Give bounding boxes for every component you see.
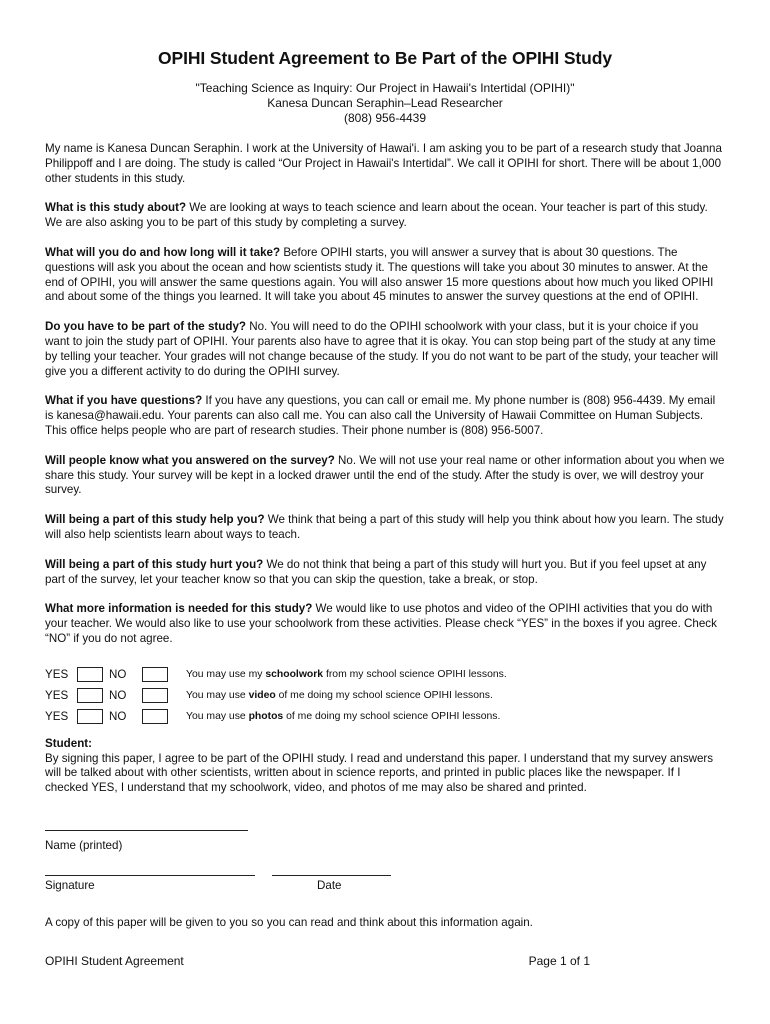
no-label: NO: [109, 709, 127, 723]
signature-line[interactable]: [45, 874, 255, 876]
section-heading: Will people know what you answered on the survey?: [45, 453, 335, 467]
student-text: By signing this paper, I agree to be part of the OPIHI study. I read and understand this paper. I understand that my survey answers will be talked about with other scientists, written about in science reports, and printed in public places like the newspaper. If I checked YES, I understand that my schoolwork, video, and photos of me may also be shared and printed.: [45, 751, 714, 795]
yes-checkbox[interactable]: [77, 667, 103, 682]
section-heading: Do you have to be part of the study?: [45, 320, 246, 334]
section-text: We are looking at ways to teach science and learn about the ocean. Your teacher is part of this study. We are also asking you to be part of this study by completing a survey.: [45, 201, 708, 230]
yes-label: YES: [45, 688, 69, 702]
section-text: We think that being a part of this study will help you think about how you learn. The study will also help scientists learn about ways to teach.: [45, 513, 724, 541]
section-heading: What will you do and how long will it take?: [45, 245, 281, 259]
signature-field: [45, 874, 725, 908]
section-text: We would like to use photos and video of the OPIHI activities that you do with your teacher. We would also like to use your schoolwork from these activities. Please check “YES” in the boxes if you agree. Check “NO” if you do not agree.: [45, 602, 717, 645]
section-heading: What is this study about?: [45, 201, 187, 215]
section-paragraph: [45, 394, 725, 438]
section-heading: Will being a part of this study hurt you?: [45, 557, 264, 571]
document-page: [45, 48, 725, 931]
consent-checkboxes: [45, 664, 725, 727]
section-text: Before OPIHI starts, you will answer a survey that is about 30 questions. The questions will ask you about the ocean and how scientists study it. The questions will take you about 30 minutes to answer. At the end of OPIHI, you will answer the same questions again. You will also answer 15 more questions about how much you liked OPIHI and about some of the things you learned. It will take you about 45 minutes to answer the survey questions at the end of OPIHI.: [45, 245, 714, 304]
yes-checkbox[interactable]: [77, 709, 103, 724]
section-paragraph: [45, 320, 725, 379]
consent-description: [186, 690, 493, 701]
consent-text: You may use: [186, 710, 249, 722]
section-text: No. We will not use your real name or other information about you when we share this study. Your survey will be kept in a locked drawer until the end of the study. After the study is over, we will destroy your survey.: [45, 453, 725, 497]
student-heading: Student:: [45, 736, 93, 750]
student-section: [45, 737, 725, 752]
consent-item: schoolwork: [265, 668, 324, 680]
section-paragraph: [45, 201, 725, 231]
consent-item: photos: [248, 710, 284, 722]
consent-item: video: [248, 689, 276, 701]
yes-checkbox[interactable]: [77, 688, 103, 703]
yes-label: YES: [45, 709, 69, 723]
consent-row: [45, 664, 725, 685]
section-paragraph: [45, 558, 725, 588]
section-text: No. You will need to do the OPIHI schoolwork with your class, but it is your choice if you want to join the study part of OPIHI. Your parents also have to agree that it is okay. You can stop being part of the study at any time by telling your teacher. Your grades will not change because of the study. If you do not want to be part of the study, your teacher will give you a different activity to do during the OPIHI survey.: [45, 320, 719, 378]
no-label: NO: [109, 667, 127, 681]
no-checkbox[interactable]: [142, 688, 168, 703]
consent-text: of me doing my school science OPIHI lessons.: [283, 710, 501, 722]
page-number: Page 1 of 1: [528, 954, 590, 968]
phone-line: (808) 956-4439: [343, 111, 427, 125]
date-label: Date: [317, 878, 342, 892]
no-checkbox[interactable]: [142, 667, 168, 682]
consent-text: of me doing my school science OPIHI lessons.: [275, 689, 493, 701]
sections: [45, 201, 725, 646]
section-heading: What if you have questions?: [45, 394, 203, 408]
project-line: "Teaching Science as Inquiry: Our Project in Hawaii's Intertidal (OPIHI)": [195, 81, 575, 95]
page-footer: [45, 954, 590, 968]
section-heading: What more information is needed for this study?: [45, 602, 313, 616]
name-line[interactable]: [45, 829, 248, 831]
section-text: We do not think that being a part of this study will hurt you. But if you feel upset at any part of the survey, let your teacher know so that you can skip the question, take a break, or stop.: [45, 557, 707, 586]
copy-note: A copy of this paper will be given to you so you can read and think about this information again.: [45, 915, 533, 929]
signature-label: Signature: [45, 878, 95, 892]
consent-text: You may use: [186, 689, 249, 701]
section-heading: Will being a part of this study help you?: [45, 513, 265, 527]
section-text: If you have any questions, you can call or email me. My phone number is (808) 956-4439. My email is kanesa@hawaii.edu. Your parents can also call me. You can also call the University of Hawaii Committee on Human Subjects. This office helps people who are part of research studies. Their phone number is (808) 956-5007.: [45, 394, 716, 437]
section-paragraph: [45, 454, 725, 498]
consent-row: [45, 685, 725, 706]
consent-row: [45, 706, 725, 727]
consent-text: You may use my: [186, 668, 266, 680]
no-checkbox[interactable]: [142, 709, 168, 724]
footer-title: OPIHI Student Agreement: [45, 954, 184, 968]
consent-description: [186, 711, 500, 722]
yes-label: YES: [45, 667, 69, 681]
consent-description: [186, 669, 507, 680]
no-label: NO: [109, 688, 127, 702]
name-label: Name (printed): [45, 838, 123, 852]
section-paragraph: [45, 246, 725, 305]
date-line[interactable]: [272, 874, 391, 876]
section-paragraph: [45, 602, 725, 646]
researcher-line: Kanesa Duncan Seraphin–Lead Researcher: [267, 96, 503, 110]
intro-paragraph: My name is Kanesa Duncan Seraphin. I work at the University of Hawai'i. I am asking you to be part of a research study that Joanna Philippoff and I are doing. The study is called “Our Project in Hawaii's Intertidal”. We call it OPIHI for short. There will be about 1,000 other students in this study.: [45, 142, 722, 185]
name-field[interactable]: [45, 818, 725, 852]
consent-text: from my school science OPIHI lessons.: [323, 668, 507, 680]
document-title: OPIHI Student Agreement to Be Part of the OPIHI Study: [158, 48, 612, 68]
section-paragraph: [45, 513, 725, 543]
